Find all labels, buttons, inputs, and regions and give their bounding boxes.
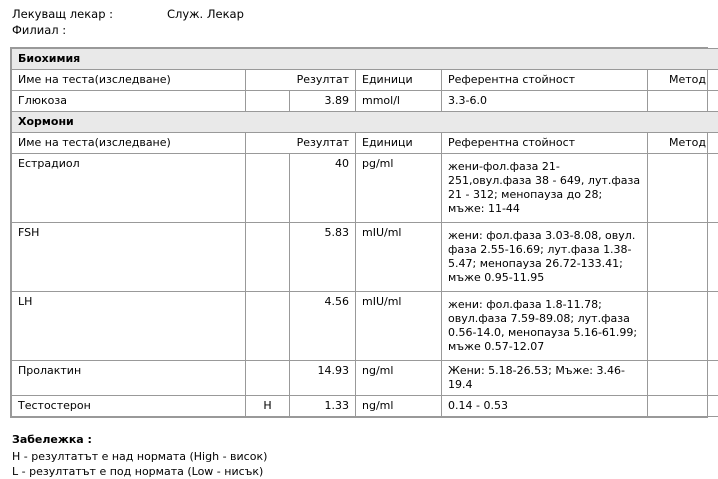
branch-label: Филиал :: [12, 22, 167, 38]
test-reference: жени: фол.фаза 3.03-8.08, овул. фаза 2.55-16.69; лут.фаза 1.38-5.47; менопауза 26.72-133.41; мъже 0.95-11.95: [442, 223, 648, 292]
section-title: Хормони: [12, 112, 718, 133]
note-line-low: L - резултатът е под нормата (Low - нисък): [12, 464, 718, 479]
test-method: [648, 396, 718, 417]
test-reference: 0.14 - 0.53: [442, 396, 648, 417]
test-flag: [246, 292, 290, 361]
column-header-row: [12, 70, 718, 91]
test-flag: [246, 223, 290, 292]
table-row: [12, 154, 718, 223]
doctor-value: Служ. Лекар: [167, 6, 244, 22]
test-result: 40: [290, 154, 356, 223]
note-line-high: H - резултатът е над нормата (High - висок): [12, 449, 718, 464]
column-header-units: Единици: [356, 70, 442, 91]
test-name: FSH: [12, 223, 246, 292]
column-header-method: Метод: [648, 133, 718, 154]
column-header-units: Единици: [356, 133, 442, 154]
test-reference: Жени: 5.18-26.53; Мъже: 3.46-19.4: [442, 361, 648, 396]
test-result: 14.93: [290, 361, 356, 396]
test-flag: [246, 361, 290, 396]
column-header-result: Резултат: [246, 133, 356, 154]
test-method: [648, 292, 718, 361]
column-header-method: Метод: [648, 70, 718, 91]
branch-row: [12, 22, 718, 38]
test-result: 3.89: [290, 91, 356, 112]
test-result: 1.33: [290, 396, 356, 417]
test-reference: жени: фол.фаза 1.8-11.78; овул.фаза 7.59-89.08; лут.фаза 0.56-14.0, менопауза 5.16-61.99; мъже 0.57-12.07: [442, 292, 648, 361]
test-method: [648, 223, 718, 292]
report-header: [0, 0, 718, 38]
section-header-row: [12, 49, 718, 70]
column-header-reference: Референтна стойност: [442, 70, 648, 91]
test-method: [648, 361, 718, 396]
test-name: LH: [12, 292, 246, 361]
test-name: Естрадиол: [12, 154, 246, 223]
test-flag: [246, 91, 290, 112]
test-method: [648, 91, 718, 112]
test-name: Пролактин: [12, 361, 246, 396]
section-header-row: [12, 112, 718, 133]
notes-title: Забележка :: [12, 432, 718, 447]
results-table-wrapper: [10, 47, 708, 418]
table-row: [12, 396, 718, 417]
test-units: mIU/ml: [356, 223, 442, 292]
doctor-label: Лекуващ лекар :: [12, 6, 167, 22]
column-header-name: Име на теста(изследване): [12, 70, 246, 91]
test-units: mIU/ml: [356, 292, 442, 361]
test-units: ng/ml: [356, 396, 442, 417]
section-title: Биохимия: [12, 49, 718, 70]
test-result: 4.56: [290, 292, 356, 361]
test-units: mmol/l: [356, 91, 442, 112]
doctor-row: [12, 6, 718, 22]
test-name: Глюкоза: [12, 91, 246, 112]
test-units: pg/ml: [356, 154, 442, 223]
table-row: [12, 91, 718, 112]
test-flag: H: [246, 396, 290, 417]
test-flag: [246, 154, 290, 223]
test-units: ng/ml: [356, 361, 442, 396]
column-header-row: [12, 133, 718, 154]
test-result: 5.83: [290, 223, 356, 292]
column-header-name: Име на теста(изследване): [12, 133, 246, 154]
results-table: [11, 48, 718, 417]
notes-block: [12, 432, 718, 479]
column-header-result: Резултат: [246, 70, 356, 91]
table-row: [12, 292, 718, 361]
test-method: [648, 154, 718, 223]
test-name: Тестостерон: [12, 396, 246, 417]
table-row: [12, 361, 718, 396]
test-reference: 3.3-6.0: [442, 91, 648, 112]
table-row: [12, 223, 718, 292]
column-header-reference: Референтна стойност: [442, 133, 648, 154]
test-reference: жени-фол.фаза 21-251,овул.фаза 38 - 649, лут.фаза 21 - 312; менопауза до 28; мъже: 11-44: [442, 154, 648, 223]
